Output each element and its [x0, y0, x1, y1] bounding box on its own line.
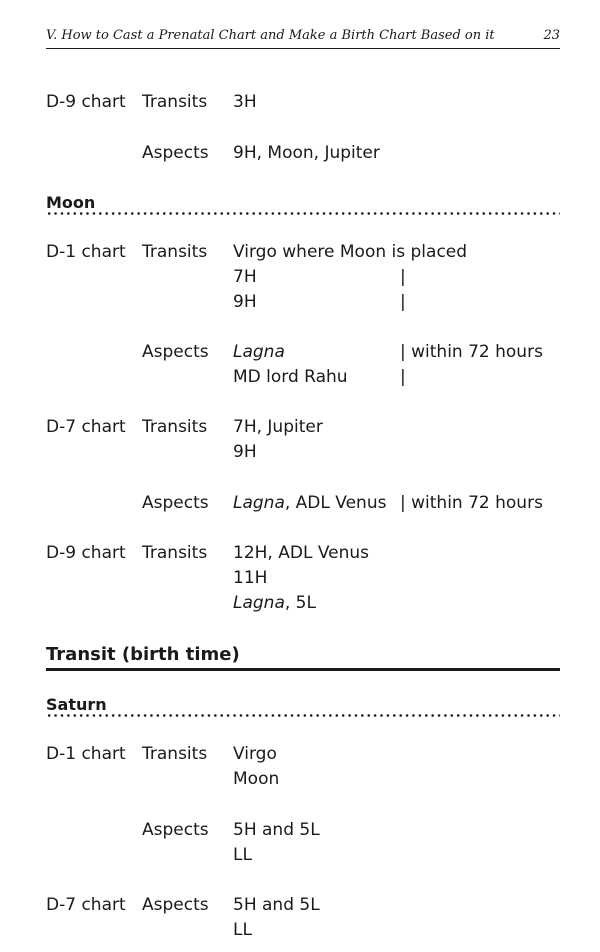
aspects-value: 5H and 5L [233, 820, 320, 840]
time-note: | within 72 hours [400, 493, 543, 513]
transits-label: Transits [142, 417, 208, 437]
section-heading: Transit (birth time) [46, 644, 560, 671]
aspects-value: LL [233, 920, 252, 940]
running-header [46, 26, 560, 49]
chart-label: D-9 chart [46, 543, 126, 563]
dotted-rule [46, 212, 560, 215]
aspects-value: Lagna [233, 342, 285, 362]
transits-value: Lagna, 5L [233, 593, 316, 613]
bar-mark: | [400, 292, 406, 312]
time-note: | within 72 hours [400, 342, 543, 362]
aspects-label: Aspects [142, 820, 209, 840]
transits-value: 7H [233, 267, 257, 287]
chart-label: D-7 chart [46, 895, 126, 915]
transits-value: Virgo where Moon is placed [233, 242, 468, 262]
transits-label: Transits [142, 92, 208, 112]
aspects-value: Lagna, ADL Venus [233, 493, 387, 513]
chart-label: D-7 chart [46, 417, 126, 437]
transits-value: 3H [233, 92, 257, 112]
chart-label: D-9 chart [46, 92, 126, 112]
transits-value: 9H [233, 442, 257, 462]
dotted-rule [46, 714, 560, 717]
aspects-value: 5H and 5L [233, 895, 320, 915]
transits-value: 7H, Jupiter [233, 417, 323, 437]
transits-value: 11H [233, 568, 268, 588]
bar-mark: | [400, 267, 406, 287]
bar-mark: | [400, 367, 406, 387]
transits-value: 9H [233, 292, 257, 312]
chapter-title: V. How to Cast a Prenatal Chart and Make a Birth Chart Based on it [46, 28, 495, 43]
transits-value: Virgo [233, 744, 277, 764]
aspects-label: Aspects [142, 143, 209, 163]
page-number: 23 [543, 28, 560, 43]
aspects-label: Aspects [142, 493, 209, 513]
transits-value: 12H, ADL Venus [233, 543, 369, 563]
transits-label: Transits [142, 543, 208, 563]
aspects-value: 9H, Moon, Jupiter [233, 143, 380, 163]
aspects-label: Aspects [142, 895, 209, 915]
aspects-value: LL [233, 845, 252, 865]
aspects-label: Aspects [142, 342, 209, 362]
transits-label: Transits [142, 242, 208, 262]
moon-heading: Moon [46, 193, 96, 212]
saturn-heading: Saturn [46, 695, 107, 714]
chart-label: D-1 chart [46, 242, 126, 262]
chart-label: D-1 chart [46, 744, 126, 764]
aspects-value: MD lord Rahu [233, 367, 348, 387]
transits-value: Moon [233, 769, 280, 789]
transits-label: Transits [142, 744, 208, 764]
